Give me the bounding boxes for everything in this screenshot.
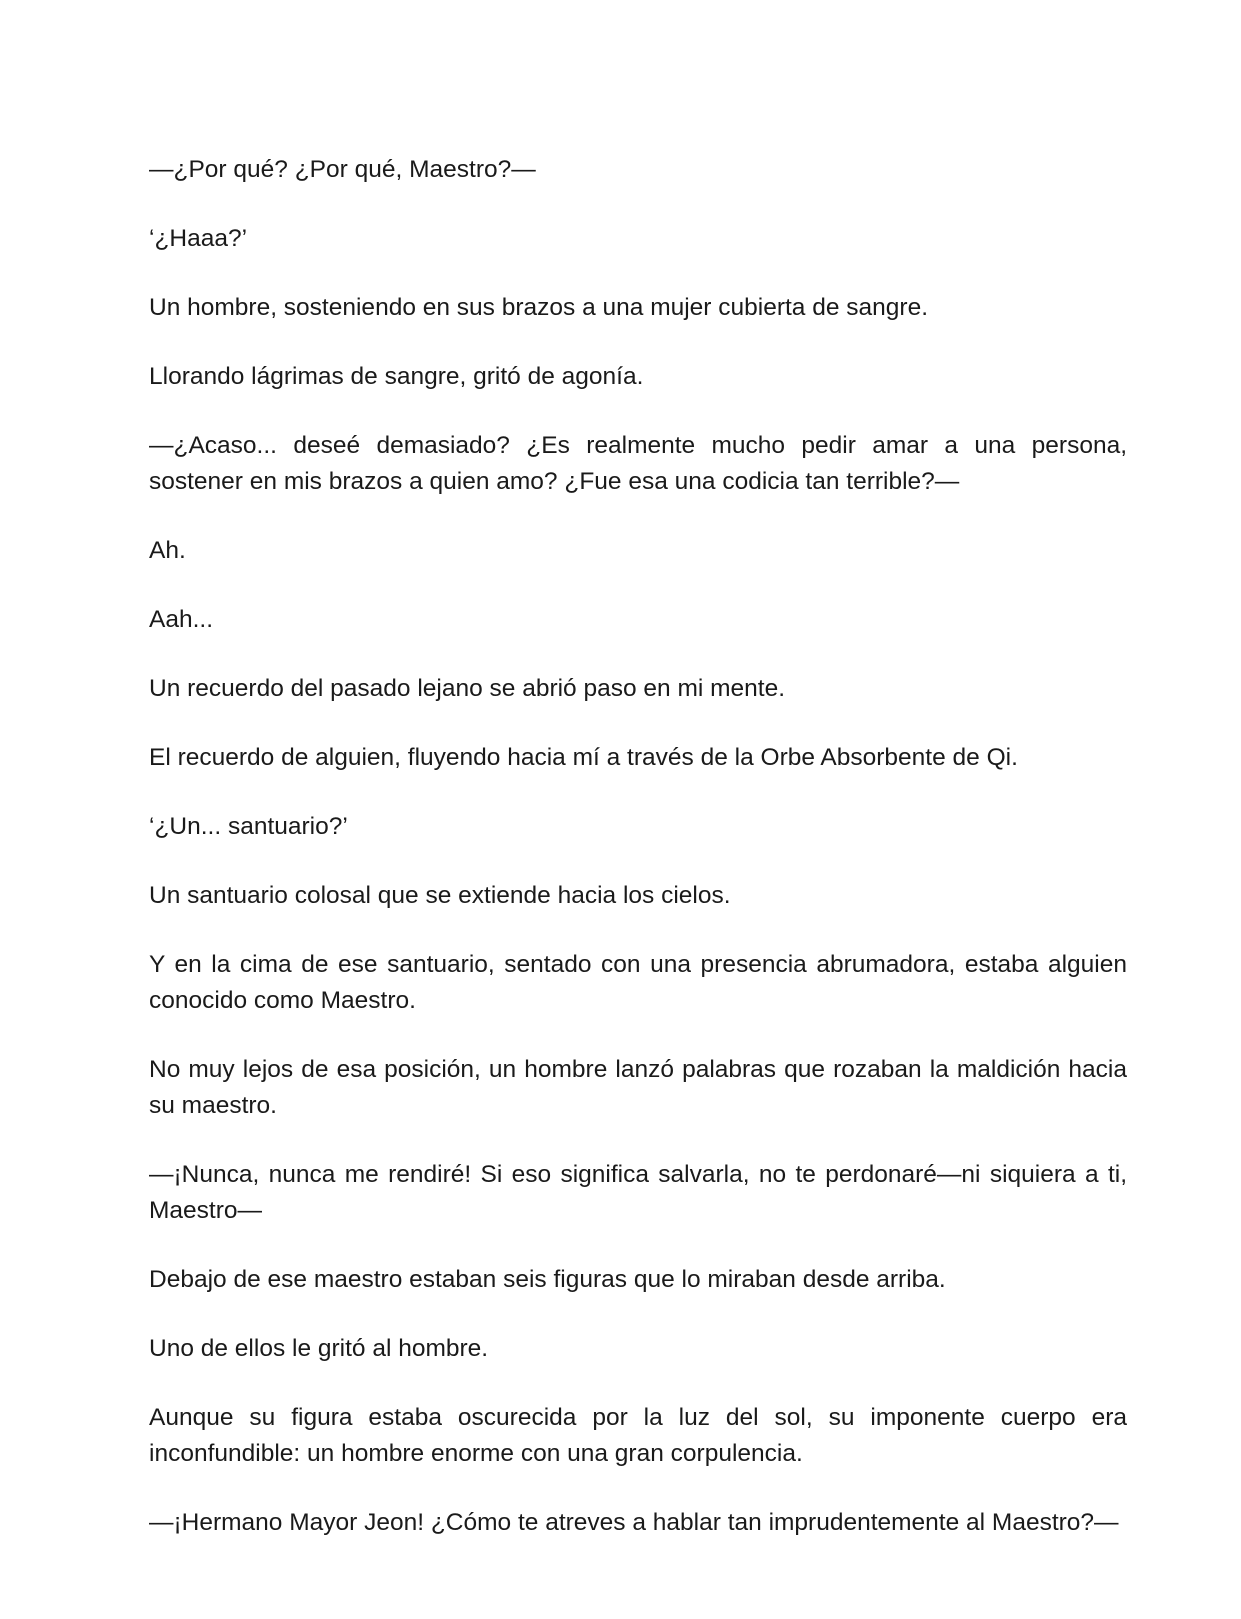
paragraph: —¡Hermano Mayor Jeon! ¿Cómo te atreves a hablar tan imprudentemente al Maestro?—	[149, 1509, 1119, 1536]
paragraph: Un santuario colosal que se extiende hacia los cielos.	[149, 882, 731, 909]
paragraph: No muy lejos de esa posición, un hombre lanzó palabras que rozaban la maldición hacia su maestro.	[149, 1056, 1127, 1119]
document-body	[149, 152, 1127, 1574]
paragraph: El recuerdo de alguien, fluyendo hacia mí a través de la Orbe Absorbente de Qi.	[149, 744, 1018, 771]
paragraph: —¿Por qué? ¿Por qué, Maestro?—	[149, 156, 536, 183]
paragraph: ‘¿Haaa?’	[149, 225, 248, 252]
paragraph: Uno de ellos le gritó al hombre.	[149, 1335, 489, 1362]
paragraph: Aunque su figura estaba oscurecida por la luz del sol, su imponente cuerpo era inconfundible: un hombre enorme con una gran corpulencia.	[149, 1404, 1127, 1467]
paragraph: Debajo de ese maestro estaban seis figuras que lo miraban desde arriba.	[149, 1266, 946, 1293]
paragraph: Aah...	[149, 606, 214, 633]
paragraph: Y en la cima de ese santuario, sentado con una presencia abrumadora, estaba alguien conocido como Maestro.	[149, 951, 1127, 1014]
paragraph: —¡Nunca, nunca me rendiré! Si eso significa salvarla, no te perdonaré—ni siquiera a ti, Maestro—	[149, 1161, 1127, 1224]
paragraph: Un hombre, sosteniendo en sus brazos a una mujer cubierta de sangre.	[149, 294, 929, 321]
paragraph: ‘¿Un... santuario?’	[149, 813, 348, 840]
paragraph: Llorando lágrimas de sangre, gritó de agonía.	[149, 363, 644, 390]
paragraph: Ah.	[149, 537, 186, 564]
paragraph: Un recuerdo del pasado lejano se abrió paso en mi mente.	[149, 675, 786, 702]
paragraph: —¿Acaso... deseé demasiado? ¿Es realmente mucho pedir amar a una persona, sostener en mis brazos a quien amo? ¿Fue esa una codicia tan terrible?—	[149, 432, 1127, 495]
